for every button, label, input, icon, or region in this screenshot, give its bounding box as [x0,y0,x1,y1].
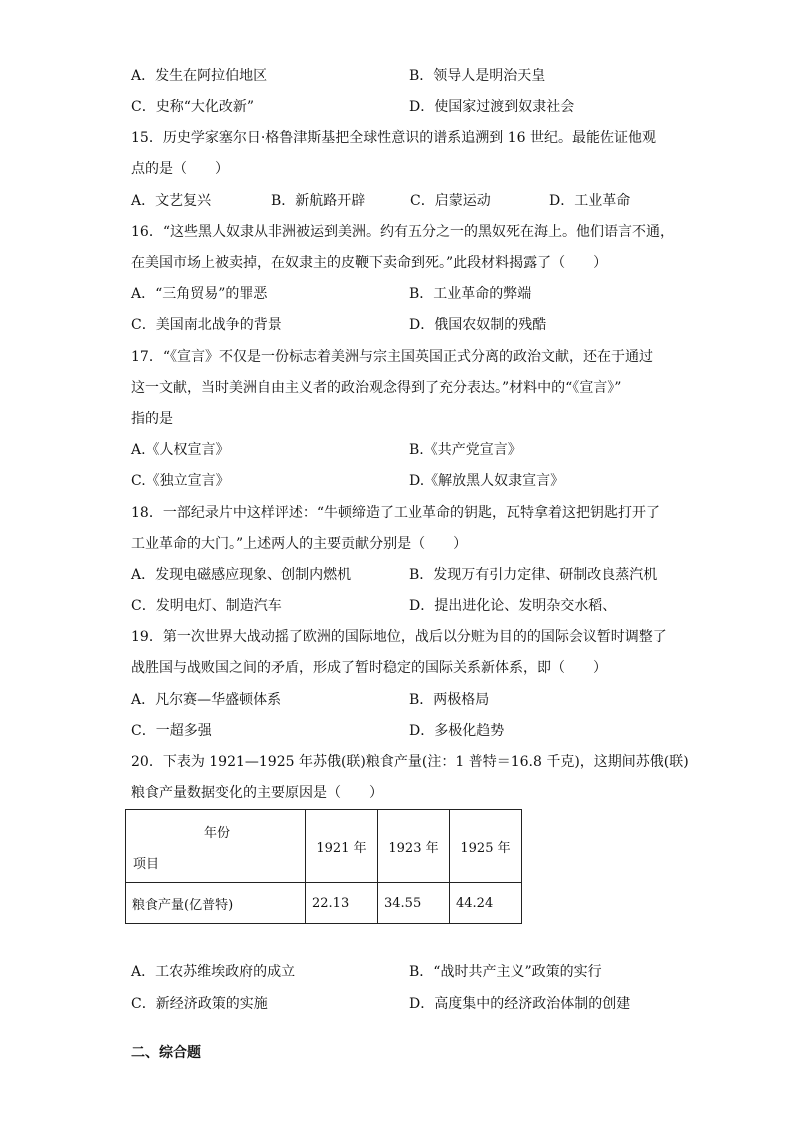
header-year-1925: 1925 年 [450,810,522,883]
q17-option-a: A.《人权宣言》 [131,442,230,458]
q19-option-d: D．多极化趋势 [409,723,505,739]
q18-stem-line1: 18．一部纪录片中这样评述：“牛顿缔造了工业革命的钥匙，瓦特拿着这把钥匙打开了 [131,505,660,521]
q18-option-c: C．发明电灯、制造汽车 [131,598,282,614]
q18-option-a: A．发现电磁感应现象、创制内燃机 [131,567,352,583]
q17-stem-line2: 这一文献，当时美洲自由主义者的政治观念得到了充分表达。”材料中的“《宣言》” [131,380,622,396]
q20-option-a: A．工农苏维埃政府的成立 [131,964,296,980]
row-label-grain: 粮食产量(亿普特) [126,883,306,924]
q17-option-d: D.《解放黑人奴隶宣言》 [409,473,565,489]
q18-stem-line2: 工业革命的大门。”上述两人的主要贡献分别是（ ） [131,536,468,552]
q14-option-c: C．史称“大化改新” [131,99,255,115]
q20-option-d: D．高度集中的经济政治体制的创建 [409,996,631,1012]
value-1921: 22.13 [306,883,378,924]
q16-option-d: D．俄国农奴制的残酷 [409,317,547,333]
q19-option-b: B．两极格局 [409,692,490,708]
q14-option-b: B．领导人是明治天皇 [409,68,546,84]
q15-stem-line1: 15．历史学家塞尔日·格鲁津斯基把全球性意识的谱系追溯到 16 世纪。最能佐证他观 [131,130,656,146]
table-header-row [126,810,522,883]
q14-option-a: A．发生在阿拉伯地区 [131,68,268,84]
q17-stem-line1: 17．“《宣言》不仅是一份标志着美洲与宗主国英国正式分离的政治文献，还在于通过 [131,349,653,365]
q15-option-a: A．文艺复兴 [131,193,212,209]
q16-option-a: A．“三角贸易”的罪恶 [131,286,268,302]
section-title: 二、综合题 [131,1045,201,1061]
value-1923: 34.55 [378,883,450,924]
q15-option-d: D．工业革命 [549,193,631,209]
q15-option-c: C．启蒙运动 [410,193,491,209]
q19-stem-line1: 19．第一次世界大战动摇了欧洲的国际地位，战后以分赃为目的的国际会议暂时调整了 [131,629,667,645]
q17-stem-line3: 指的是 [131,411,173,427]
q19-option-a: A．凡尔赛—华盛顿体系 [131,692,282,708]
grain-production-table [125,809,522,924]
table-corner-header [126,810,306,883]
q19-option-c: C．一超多强 [131,723,212,739]
q18-option-b: B．发现万有引力定律、研制改良蒸汽机 [409,567,658,583]
q18-option-d: D．提出进化论、发明杂交水稻、 [409,598,617,614]
table-row [126,883,522,924]
q16-option-c: C．美国南北战争的背景 [131,317,282,333]
q17-option-b: B.《共产党宣言》 [409,442,522,458]
value-1925: 44.24 [450,883,522,924]
q17-option-c: C.《独立宣言》 [131,473,230,489]
q20-stem-line1: 20．下表为 1921—1925 年苏俄(联)粮食产量(注：1 普特＝16.8 千克)，这期间苏俄(联) [131,754,689,770]
q20-option-b: B．“战时共产主义”政策的实行 [409,964,602,980]
q14-option-d: D．使国家过渡到奴隶社会 [409,99,575,115]
header-year-label: 年份 [204,826,231,841]
q15-option-b: B．新航路开辟 [271,193,366,209]
q20-stem-line2: 粮食产量数据变化的主要原因是（ ） [131,785,383,801]
q15-stem-line2: 点的是（ ） [131,161,229,177]
header-item-label: 项目 [133,857,160,872]
header-year-1923: 1923 年 [378,810,450,883]
header-year-1921: 1921 年 [306,810,378,883]
q16-stem-line2: 在美国市场上被卖掉，在奴隶主的皮鞭下卖命到死。”此段材料揭露了（ ） [131,255,608,271]
q16-option-b: B．工业革命的弊端 [409,286,532,302]
q16-stem-line1: 16．“这些黑人奴隶从非洲被运到美洲。约有五分之一的黑奴死在海上。他们语言不通， [131,224,674,240]
q19-stem-line2: 战胜国与战败国之间的矛盾，形成了暂时稳定的国际关系新体系，即（ ） [131,660,607,676]
q20-option-c: C．新经济政策的实施 [131,996,268,1012]
